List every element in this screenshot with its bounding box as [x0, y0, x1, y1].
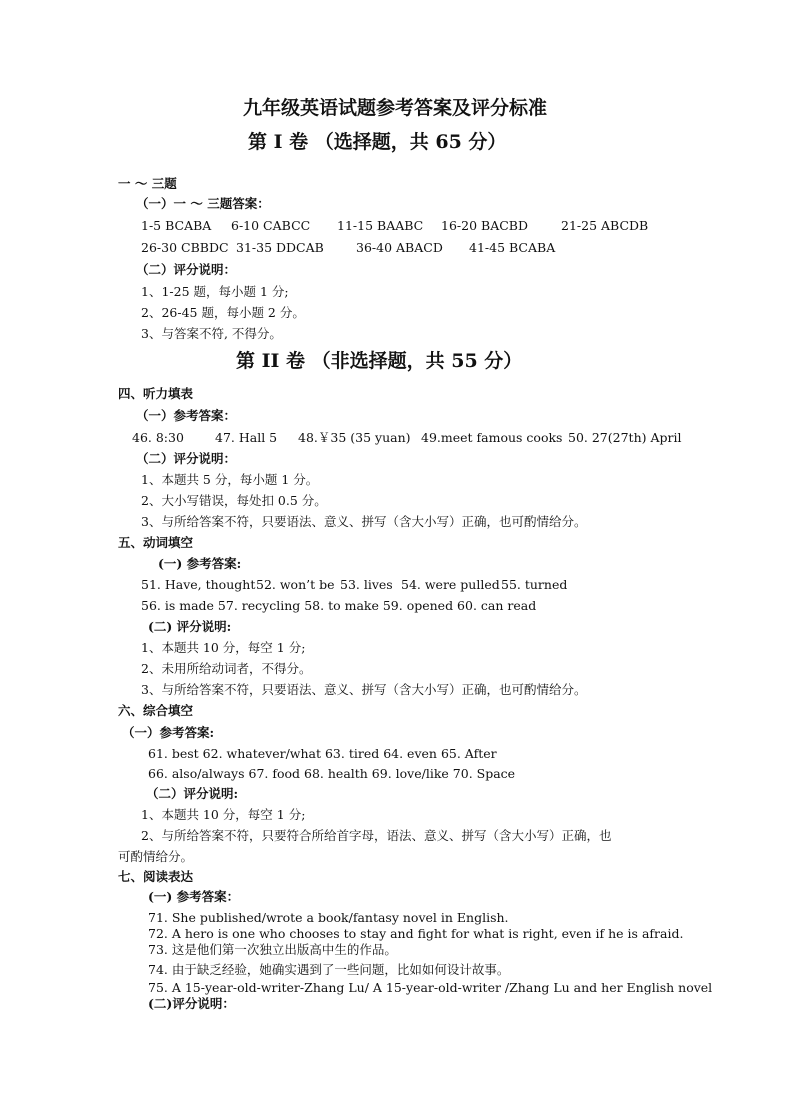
- answer-group: 6-10 CABCC: [231, 218, 311, 233]
- answer-group: 16-20 BACBD: [441, 218, 528, 233]
- section-5-answers-row-2: 56. is made 57. recycling 58. to make 59. opened 60. can read: [141, 598, 537, 613]
- answer-item: 72. A hero is one who chooses to stay and fight for what is right, even if he is afraid.: [148, 926, 684, 941]
- answer-item: 71. She published/wrote a book/fantasy novel in English.: [148, 910, 509, 925]
- section-4-heading: 四、听力填表: [118, 386, 194, 401]
- section-6-answers-heading: （一）参考答案:: [122, 725, 215, 740]
- answer-item: 54. were pulled: [401, 577, 500, 592]
- section-5-answers-heading: (一) 参考答案:: [158, 556, 242, 571]
- section-1-3-heading: 一 ～ 三题: [118, 176, 177, 191]
- section-5-heading: 五、动词填空: [118, 535, 194, 550]
- volume-2-title: 第 II 卷 （非选择题，共 55 分）: [236, 350, 523, 372]
- answer-group: 41-45 BCABA: [469, 240, 556, 255]
- section-1-3-notes-heading: （二）评分说明：: [136, 262, 237, 277]
- section-6-notes-heading: （二）评分说明:: [146, 786, 239, 801]
- answer-item: 51. Have, thought: [141, 577, 256, 592]
- answer-item: 46. 8:30: [132, 430, 184, 445]
- scoring-note: 3、与所给答案不符，只要语法、意义、拼写（含大小写）正确，也可酌情给分。: [141, 514, 587, 529]
- answer-group: 31-35 DDCAB: [236, 240, 324, 255]
- section-1-3-answers-heading: （一）一 ～ 三题答案：: [136, 196, 270, 211]
- section-6-answers-row-2: 66. also/always 67. food 68. health 69. love/like 70. Space: [148, 766, 516, 781]
- answer-group: 11-15 BAABC: [337, 218, 424, 233]
- scoring-note: 1、本题共 5 分，每小题 1 分。: [141, 472, 319, 487]
- section-4-notes-heading: （二）评分说明：: [136, 451, 237, 466]
- scoring-note: 2、与所给答案不符，只要符合所给首字母，语法、意义、拼写（含大小写）正确，也: [141, 828, 612, 843]
- section-6-heading: 六、综合填空: [118, 703, 194, 718]
- answer-group: 1-5 BCABA: [141, 218, 212, 233]
- answer-group: 21-25 ABCDB: [561, 218, 649, 233]
- section-7-notes-heading: (二)评分说明：: [148, 996, 235, 1011]
- section-7-answers-heading: (一) 参考答案：: [148, 889, 240, 904]
- answer-item: 55. turned: [501, 577, 568, 592]
- scoring-note: 1、本题共 10 分，每空 1 分;: [141, 807, 306, 822]
- section-7-heading: 七、阅读表达: [118, 869, 194, 884]
- document-title: 九年级英语试题参考答案及评分标准: [242, 97, 547, 119]
- answer-item: 75. A 15-year-old-writer-Zhang Lu/ A 15-year-old-writer /Zhang Lu and her English novel: [148, 980, 713, 995]
- answer-item: 48.￥35 (35 yuan): [298, 430, 411, 445]
- scoring-note: 3、与所给答案不符，只要语法、意义、拼写（含大小写）正确，也可酌情给分。: [141, 682, 587, 697]
- answer-item: 47. Hall 5: [215, 430, 278, 445]
- scoring-note: 2、未用所给动词者，不得分。: [141, 661, 312, 676]
- section-6-answers-row-1: 61. best 62. whatever/what 63. tired 64. even 65. After: [148, 746, 497, 761]
- scoring-note: 3、与答案不符, 不得分。: [141, 326, 282, 341]
- answer-item: 52. won’t be: [256, 577, 335, 592]
- answer-item: 53. lives: [340, 577, 393, 592]
- scoring-note: 2、大小写错误，每处扣 0.5 分。: [141, 493, 327, 508]
- answer-item: 50. 27(27th) April: [568, 430, 682, 445]
- volume-1-title: 第 I 卷 （选择题，共 65 分）: [248, 131, 507, 153]
- section-5-notes-heading: (二) 评分说明:: [148, 619, 232, 634]
- scoring-note: 1、本题共 10 分，每空 1 分;: [141, 640, 306, 655]
- answer-group: 26-30 CBBDC: [141, 240, 229, 255]
- answer-item: 74. 由于缺乏经验，她确实遇到了一些问题，比如如何设计故事。: [148, 962, 510, 977]
- scoring-note: 2、26-45 题，每小题 2 分。: [141, 305, 305, 320]
- section-4-answers-heading: （一）参考答案：: [136, 408, 237, 423]
- answer-item: 73. 这是他们第一次独立出版高中生的作品。: [148, 942, 397, 957]
- scoring-note: 1、1-25 题，每小题 1 分;: [141, 284, 289, 299]
- scoring-note-continued: 可酌情给分。: [118, 849, 194, 864]
- answer-group: 36-40 ABACD: [356, 240, 443, 255]
- answer-item: 49.meet famous cooks: [421, 430, 563, 445]
